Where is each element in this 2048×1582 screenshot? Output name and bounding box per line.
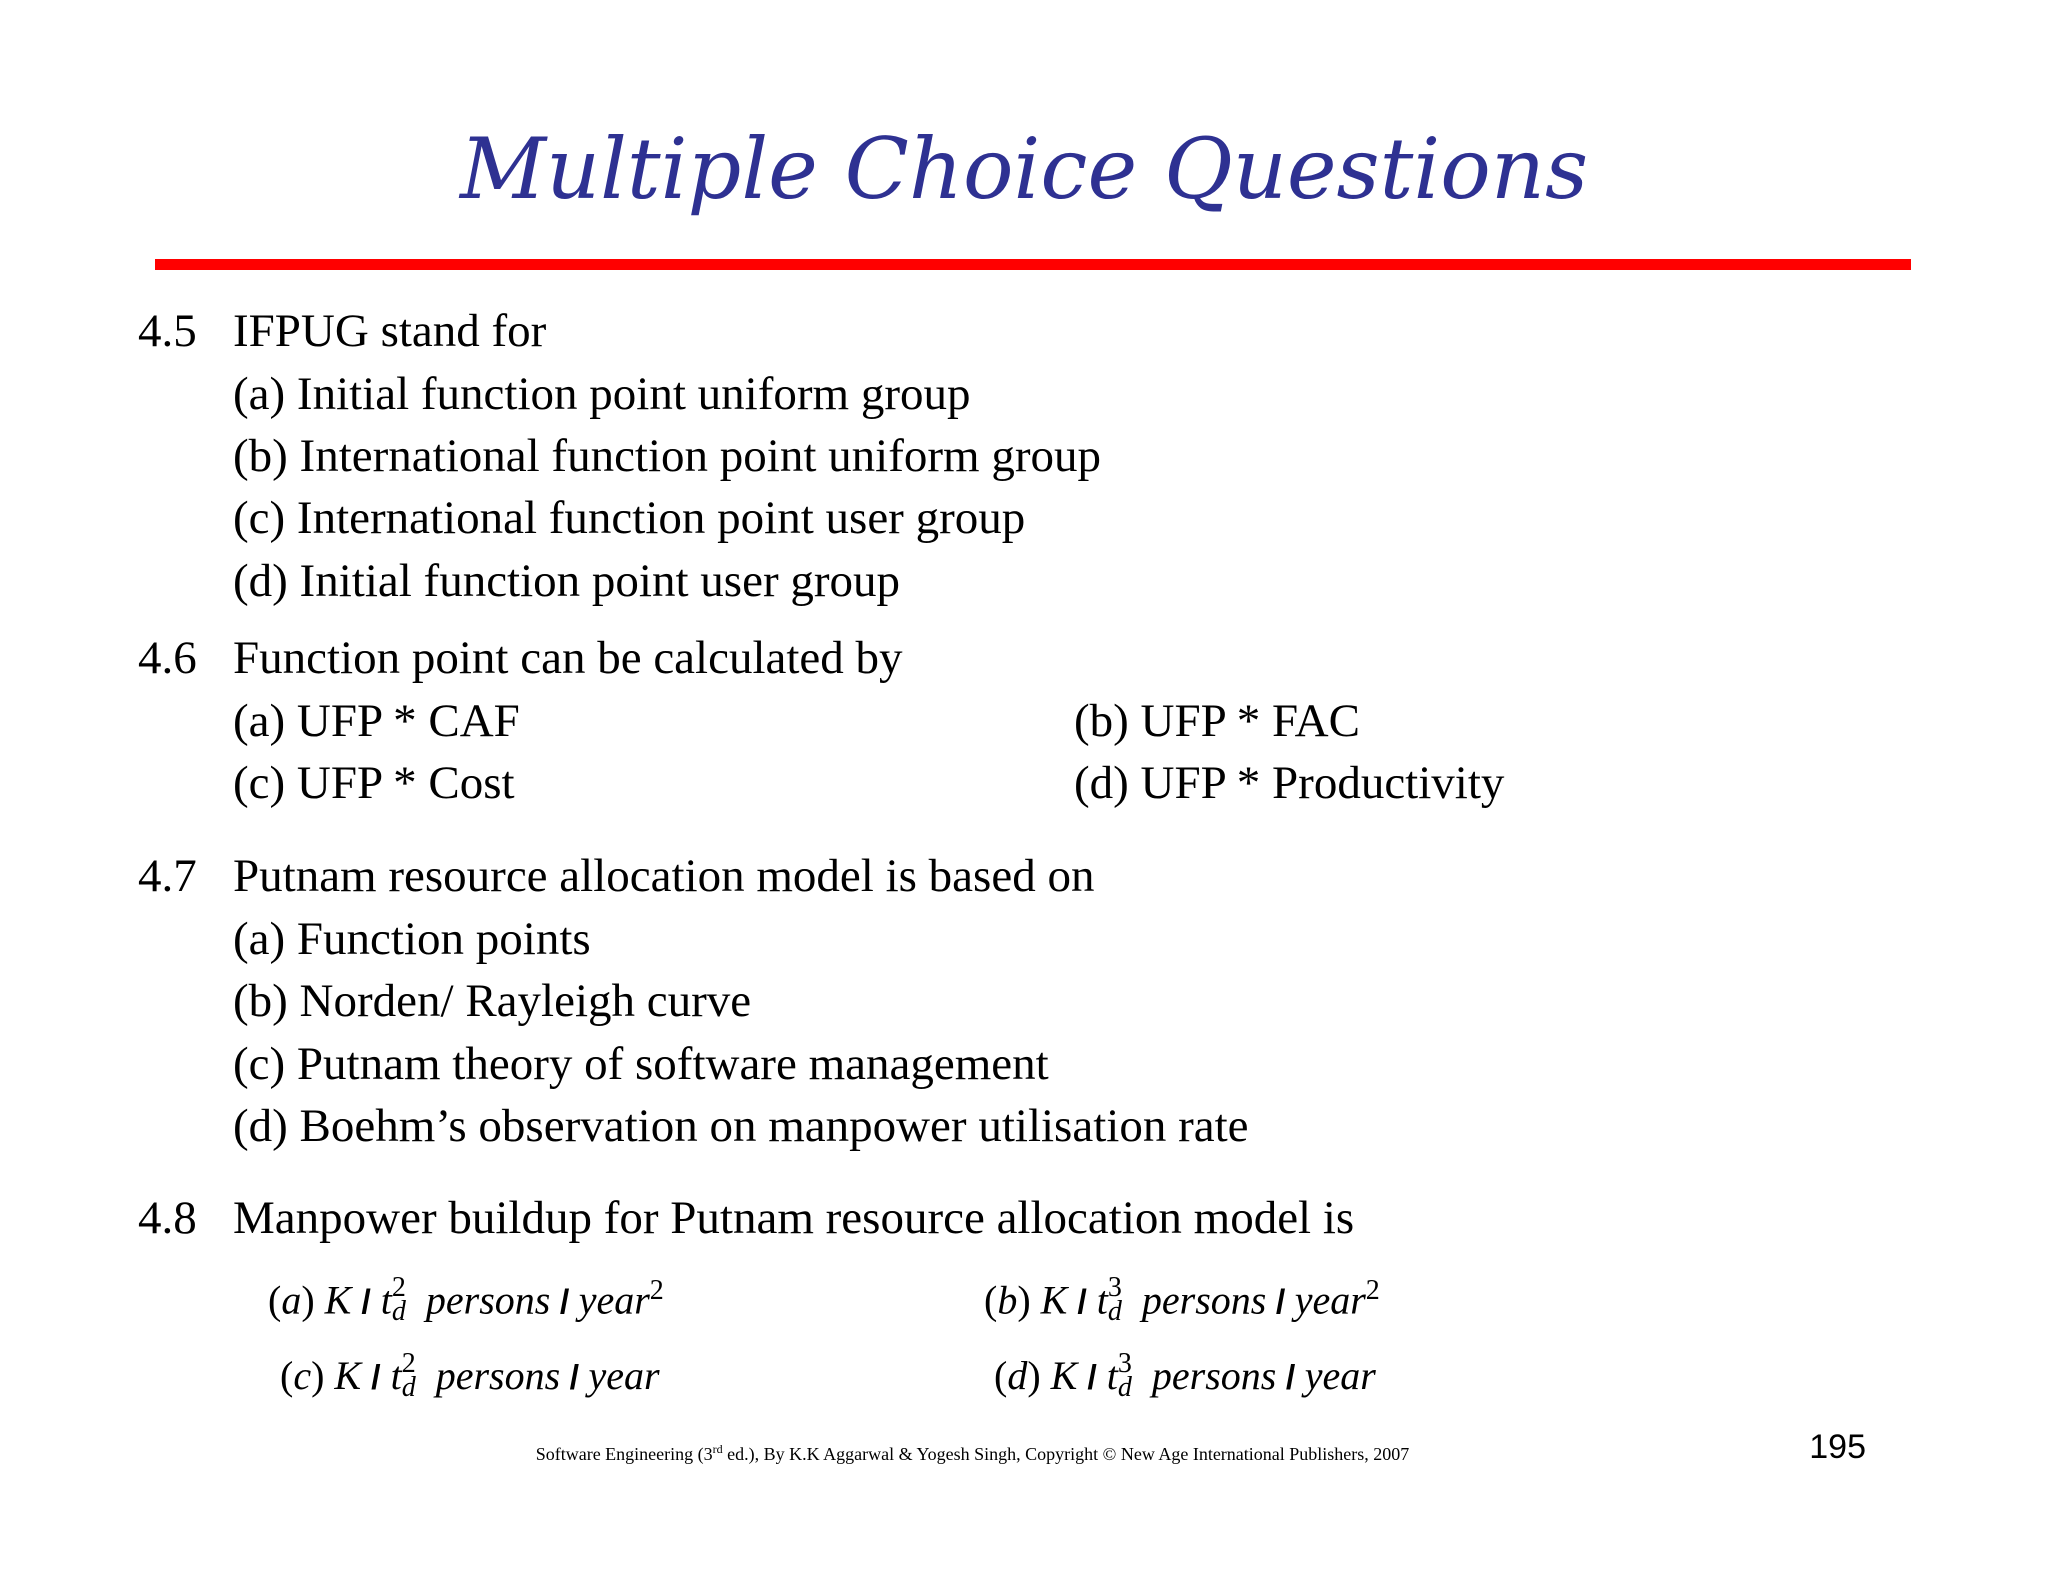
option-label: c [293, 1353, 312, 1398]
option-4-5-c: (c) International function point user group [233, 492, 1026, 544]
formula-4-8-a [268, 1272, 664, 1328]
question-text: Manpower buildup for Putnam resource allocation model is [233, 1192, 1355, 1244]
page-number: 195 [1809, 1428, 1866, 1466]
footer-text: Software Engineering (3 [535, 1444, 713, 1464]
paren-open: ( [268, 1277, 282, 1323]
exponent: 2 [401, 1347, 416, 1379]
constant-k: K [1040, 1277, 1068, 1323]
question-text: Function point can be calculated by [233, 632, 903, 684]
subscript: d [391, 1296, 406, 1328]
slash: / [1266, 1283, 1295, 1322]
variable-t: t [1106, 1353, 1118, 1398]
option-label: a [281, 1277, 302, 1323]
slash: / [1276, 1359, 1305, 1397]
option-4-5-d: (d) Initial function point user group [233, 555, 900, 607]
option-4-6-b: (b) UFP * FAC [1074, 695, 1360, 747]
exponent: 3 [1117, 1347, 1132, 1379]
unit-exponent: 2 [649, 1275, 664, 1306]
question-4-7 [138, 845, 1094, 907]
formula-4-8-b [984, 1272, 1380, 1328]
option-4-7-a: (a) Function points [233, 913, 591, 965]
slide-title: Multiple Choice Questions [459, 120, 1589, 218]
paren-close: ) [1017, 1277, 1031, 1323]
unit-year: year [578, 1277, 650, 1323]
unit-year: year [588, 1353, 660, 1398]
unit-persons: persons [1151, 1353, 1277, 1398]
question-4-5 [138, 300, 546, 362]
constant-k: K [324, 1277, 352, 1323]
paren-open: ( [280, 1353, 294, 1398]
exponent-subscript [1107, 1272, 1122, 1328]
variable-t: t [1096, 1277, 1108, 1323]
exponent: 3 [1107, 1272, 1122, 1304]
slash: / [550, 1283, 579, 1322]
option-label: d [1007, 1353, 1028, 1398]
paren-open: ( [984, 1277, 998, 1323]
option-4-6-a: (a) UFP * CAF [233, 695, 520, 747]
subscript: d [1117, 1371, 1132, 1403]
variable-t: t [390, 1353, 402, 1398]
question-text: IFPUG stand for [233, 305, 547, 357]
title-divider [155, 259, 1911, 270]
unit-persons: persons [425, 1277, 551, 1323]
paren-close: ) [1027, 1353, 1041, 1398]
footer-sup: rd [712, 1442, 723, 1456]
footer-citation [0, 1442, 1945, 1465]
slash: / [1087, 1359, 1097, 1397]
exponent-subscript [401, 1347, 416, 1403]
option-label: b [997, 1277, 1018, 1323]
slash: / [560, 1359, 589, 1397]
question-number: 4.6 [138, 632, 197, 684]
subscript: d [1107, 1296, 1122, 1328]
option-4-6-c: (c) UFP * Cost [233, 757, 515, 809]
unit-persons: persons [435, 1353, 561, 1398]
question-4-8 [138, 1187, 1354, 1249]
slash: / [1077, 1283, 1087, 1322]
constant-k: K [334, 1353, 362, 1398]
question-number: 4.8 [138, 1192, 197, 1244]
question-4-6 [138, 627, 903, 689]
constant-k: K [1050, 1353, 1078, 1398]
unit-year: year [1304, 1353, 1376, 1398]
paren-open: ( [994, 1353, 1008, 1398]
slash: / [371, 1359, 381, 1397]
option-4-5-a: (a) Initial function point uniform group [233, 368, 971, 420]
unit-persons: persons [1141, 1277, 1267, 1323]
slash: / [361, 1283, 371, 1322]
option-4-7-d: (d) Boehm’s observation on manpower utilisation rate [233, 1100, 1249, 1152]
option-4-6-d: (d) UFP * Productivity [1074, 757, 1505, 809]
option-4-5-b: (b) International function point uniform group [233, 430, 1101, 482]
unit-exponent: 2 [1365, 1275, 1380, 1306]
unit-year: year [1294, 1277, 1366, 1323]
option-4-7-b: (b) Norden/ Rayleigh curve [233, 975, 752, 1027]
option-4-7-c: (c) Putnam theory of software management [233, 1038, 1049, 1090]
exponent-subscript [391, 1272, 406, 1328]
exponent: 2 [391, 1272, 406, 1304]
formula-4-8-d [994, 1347, 1376, 1404]
footer-text-rest: ed.), By K.K Aggarwal & Yogesh Singh, Copyright © New Age International Publishers, 2007 [722, 1444, 1410, 1464]
question-number: 4.5 [138, 305, 197, 357]
paren-close: ) [301, 1277, 315, 1323]
question-text: Putnam resource allocation model is based on [233, 850, 1095, 902]
formula-4-8-c [280, 1347, 660, 1404]
variable-t: t [380, 1277, 392, 1323]
paren-close: ) [311, 1353, 325, 1398]
question-number: 4.7 [138, 850, 197, 902]
exponent-subscript [1117, 1347, 1132, 1403]
subscript: d [401, 1371, 416, 1403]
